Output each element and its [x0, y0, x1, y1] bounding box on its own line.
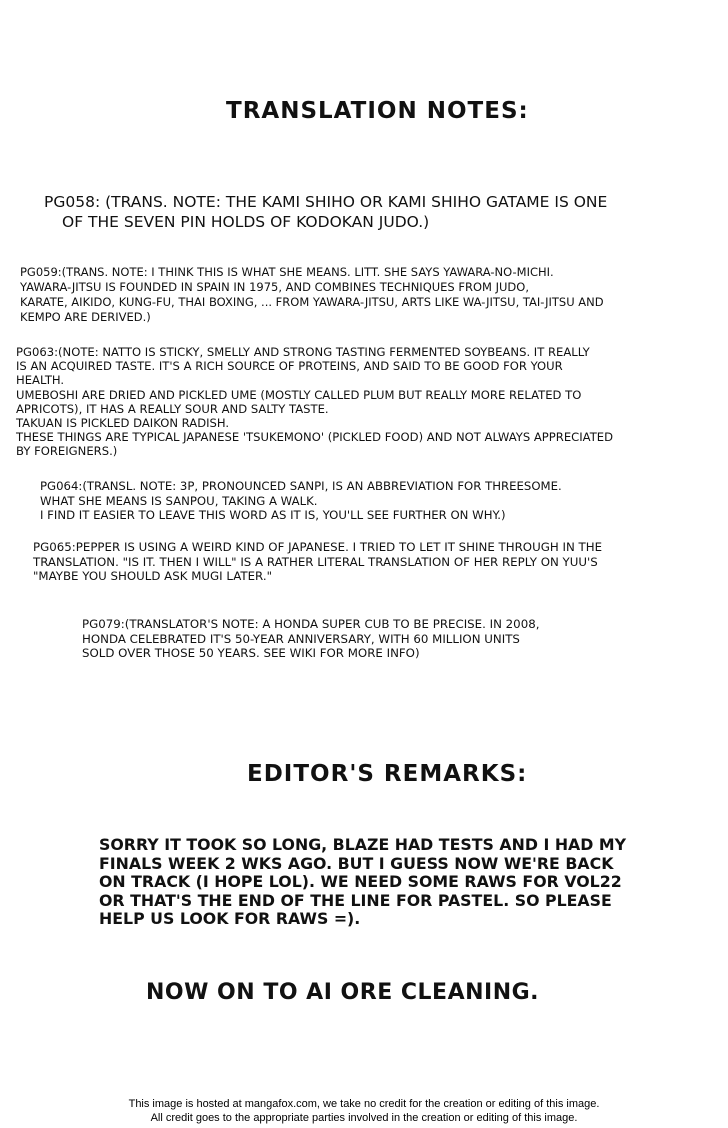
remark-line: SORRY IT TOOK SO LONG, BLAZE HAD TESTS AND I HAD MY	[99, 835, 627, 854]
note-line: KARATE, AIKIDO, KUNG-FU, THAI BOXING, ... FROM YAWARA-JITSU, ARTS LIKE WA-JITSU, TAI-JITSU AND	[20, 295, 604, 309]
editor-remarks-title: EDITOR'S REMARKS:	[247, 761, 528, 787]
hosting-credit-footer	[0, 1097, 728, 1125]
note-line: YAWARA-JITSU IS FOUNDED IN SPAIN IN 1975, AND COMBINES TECHNIQUES FROM JUDO,	[20, 280, 529, 294]
note-line: KEMPO ARE DERIVED.)	[20, 310, 151, 324]
translation-note-pg059	[20, 265, 604, 325]
note-line: "MAYBE YOU SHOULD ASK MUGI LATER."	[33, 569, 273, 584]
remark-line: OR THAT'S THE END OF THE LINE FOR PASTEL. SO PLEASE	[99, 890, 612, 910]
credit-line: All credit goes to the appropriate parties involved in the creation or editing of this image.	[150, 1112, 578, 1124]
credit-line: This image is hosted at mangafox.com, we take no credit for the creation or editing of this image.	[128, 1098, 600, 1110]
note-line: BY FOREIGNERS.)	[16, 444, 118, 459]
translation-note-pg058	[44, 192, 607, 232]
note-line: HEALTH.	[16, 373, 65, 388]
note-line: PG059:(TRANS. NOTE: I THINK THIS IS WHAT SHE MEANS. LITT. SHE SAYS YAWARA-NO-MICHI.	[20, 265, 554, 279]
translation-note-pg063	[16, 345, 613, 459]
note-line: OF THE SEVEN PIN HOLDS OF KODOKAN JUDO.)	[62, 213, 430, 231]
note-line: I FIND IT EASIER TO LEAVE THIS WORD AS IT IS, YOU'LL SEE FURTHER ON WHY.)	[40, 508, 506, 523]
note-line: PG065:PEPPER IS USING A WEIRD KIND OF JAPANESE. I TRIED TO LET IT SHINE THROUGH IN THE	[33, 540, 603, 554]
note-line: PG058: (TRANS. NOTE: THE KAMI SHIHO OR KAMI SHIHO GATAME IS ONE	[44, 193, 608, 211]
translation-note-pg079	[82, 617, 539, 661]
note-line: THESE THINGS ARE TYPICAL JAPANESE 'TSUKEMONO' (PICKLED FOOD) AND NOT ALWAYS APPRECIATED	[16, 430, 614, 445]
translation-notes-title: TRANSLATION NOTES:	[226, 98, 529, 124]
note-line: PG064:(TRANSL. NOTE: 3P, PRONOUNCED SANPI, IS AN ABBREVIATION FOR THREESOME.	[40, 479, 562, 493]
note-line: TRANSLATION. "IS IT. THEN I WILL" IS A RATHER LITERAL TRANSLATION OF HER REPLY ON YUU'S	[33, 554, 598, 569]
remark-line: ON TRACK (I HOPE LOL). WE NEED SOME RAWS FOR VOL22	[99, 872, 622, 892]
note-line: HONDA CELEBRATED IT'S 50-YEAR ANNIVERSARY, WITH 60 MILLION UNITS	[82, 631, 520, 646]
note-line: TAKUAN IS PICKLED DAIKON RADISH.	[16, 416, 230, 431]
editor-remarks-body	[99, 836, 626, 929]
note-line: UMEBOSHI ARE DRIED AND PICKLED UME (MOSTLY CALLED PLUM BUT REALLY MORE RELATED TO	[16, 387, 582, 402]
note-line: IS AN ACQUIRED TASTE. IT'S A RICH SOURCE OF PROTEINS, AND SAID TO BE GOOD FOR YOUR	[16, 359, 563, 374]
note-line: SOLD OVER THOSE 50 YEARS. SEE WIKI FOR MORE INFO)	[82, 646, 420, 661]
translation-note-pg064	[40, 479, 562, 523]
remark-line: FINALS WEEK 2 WKS AGO. BUT I GUESS NOW WE'RE BACK	[99, 853, 614, 873]
note-line: PG079:(TRANSLATOR'S NOTE: A HONDA SUPER CUB TO BE PRECISE. IN 2008,	[82, 617, 540, 631]
note-line: PG063:(NOTE: NATTO IS STICKY, SMELLY AND STRONG TASTING FERMENTED SOYBEANS. IT REALLY	[16, 345, 590, 359]
note-line: WHAT SHE MEANS IS SANPOU, TAKING A WALK.	[40, 493, 318, 508]
closing-line: NOW ON TO AI ORE CLEANING.	[146, 980, 540, 1005]
translation-note-pg065	[33, 540, 602, 584]
note-line: APRICOTS), IT HAS A REALLY SOUR AND SALTY TASTE.	[16, 401, 329, 416]
remark-line: HELP US LOOK FOR RAWS =).	[99, 909, 361, 929]
